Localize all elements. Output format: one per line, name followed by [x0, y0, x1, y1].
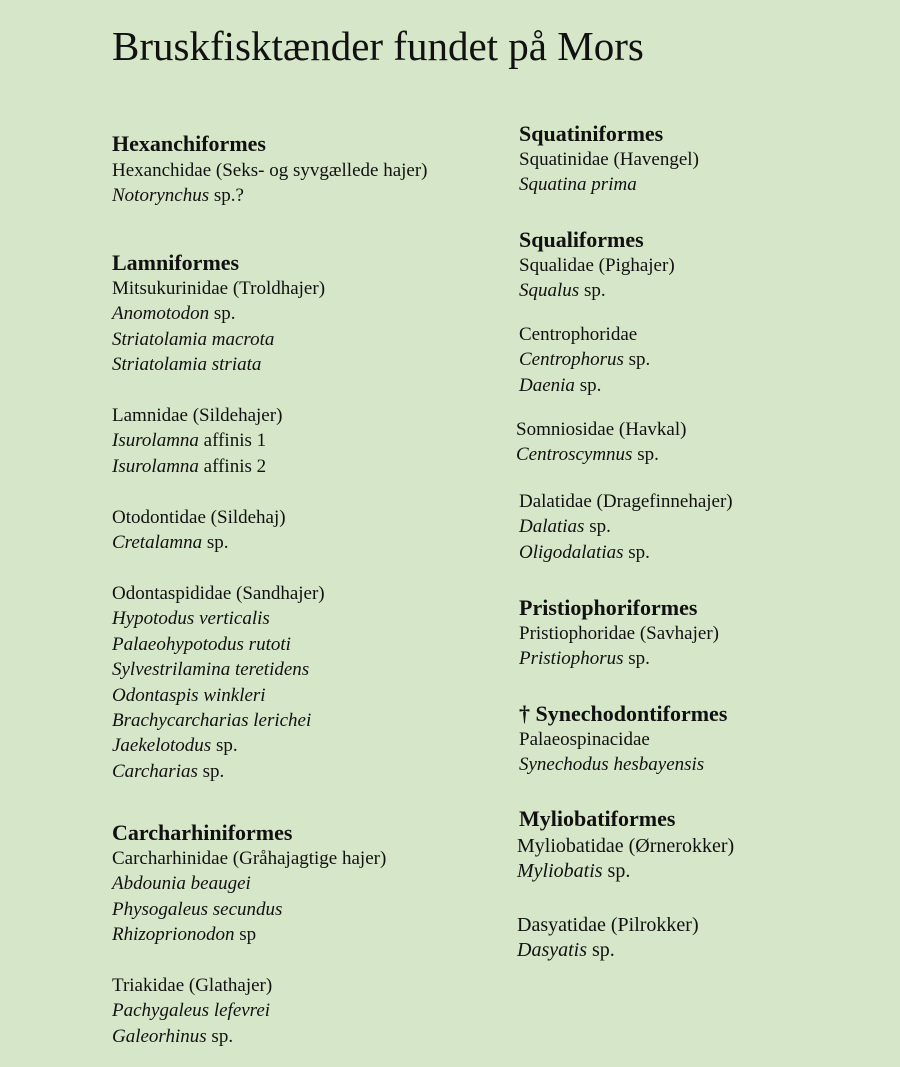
genus-name: Isurolamna — [112, 430, 199, 452]
family-name: Hexanchidae (Seks- og syvgællede hajer) — [112, 160, 428, 181]
species-line — [112, 1024, 272, 1049]
species-name: Odontaspis winkleri — [112, 684, 266, 706]
species-name: Hypotodus verticalis — [112, 608, 270, 630]
genus-name: Pristiophorus — [519, 648, 624, 670]
species-name: Abdounia beaugei — [112, 873, 251, 895]
species-name: Sylvestrilamina teretidens — [112, 659, 310, 681]
species-line — [112, 759, 325, 784]
order-heading-hexanchiformes: Hexanchiformes — [112, 131, 266, 156]
genus-name: Dalatias — [519, 516, 585, 538]
family-name: Palaeospinacidae — [519, 729, 650, 750]
family-block-carcharhinidae — [112, 846, 386, 948]
page-title: Bruskfisktænder fundet på Mors — [112, 23, 644, 69]
family-block-dalatidae — [519, 489, 733, 565]
species-suffix: sp. — [584, 516, 611, 538]
species-line — [519, 347, 650, 372]
genus-name: Anomotodon — [112, 303, 210, 325]
family-block-hexanchidae — [112, 158, 428, 209]
family-block-pristiophoridae — [519, 621, 719, 672]
family-block-squalidae — [519, 253, 675, 304]
family-name: Myliobatidae (Ørnerokker) — [517, 835, 735, 857]
family-name: Dalatidae (Dragefinnehajer) — [519, 491, 733, 512]
species-suffix: sp — [234, 924, 257, 946]
species-suffix: sp. — [202, 532, 229, 554]
order-heading-lamniformes: Lamniformes — [112, 250, 240, 275]
genus-name: Cretalamna — [112, 532, 203, 554]
genus-name: Galeorhinus — [112, 1025, 207, 1047]
genus-name: Squalus — [519, 280, 580, 302]
species-line — [112, 454, 282, 479]
family-block-palaeospinacidae — [519, 727, 704, 778]
family-block-mitsukurinidae — [112, 276, 325, 378]
genus-name: Centroscymnus — [516, 444, 633, 466]
species-line — [112, 183, 428, 208]
species-line — [112, 301, 325, 326]
order-heading-carcharhiniformes: Carcharhiniformes — [112, 820, 293, 845]
species-line — [519, 646, 719, 671]
species-suffix: sp. — [623, 541, 650, 563]
species-line — [519, 514, 733, 539]
family-block-lamnidae — [112, 403, 282, 479]
species-name: Brachycarcharias lerichei — [112, 710, 312, 732]
species-name: Squatina prima — [519, 174, 637, 196]
species-line — [112, 428, 282, 453]
species-line — [519, 278, 675, 303]
family-name: Mitsukurinidae (Troldhajer) — [112, 278, 326, 299]
genus-name: Daenia — [519, 374, 575, 396]
family-name: Squatinidae (Havengel) — [519, 149, 699, 170]
family-block-triakidae — [112, 973, 272, 1049]
species-name: Synechodus hesbayensis — [519, 754, 705, 776]
species-name: Striatolamia striata — [112, 354, 262, 376]
species-suffix: sp. — [574, 374, 602, 396]
species-suffix: sp. — [587, 939, 615, 962]
species-line — [517, 859, 734, 884]
family-block-odontaspididae — [112, 581, 325, 784]
family-name: Carcharhinidae (Gråhajagtige hajer) — [112, 848, 387, 869]
species-suffix: affinis 2 — [198, 455, 267, 477]
family-block-myliobatidae — [517, 834, 734, 885]
family-block-otodontidae — [112, 505, 286, 556]
genus-name: Carcharias — [112, 760, 198, 782]
family-name: Odontaspididae (Sandhajer) — [112, 583, 325, 604]
species-suffix: sp. — [579, 280, 606, 302]
family-block-dasyatidae — [517, 913, 699, 964]
species-line — [112, 733, 325, 758]
family-block-centrophoridae — [519, 322, 650, 398]
species-suffix: affinis 1 — [198, 430, 267, 452]
order-heading-squaliformes: Squaliformes — [519, 227, 644, 252]
species-line — [519, 540, 733, 565]
family-name: Squalidae (Pighajer) — [519, 255, 675, 276]
order-heading-squatiniformes: Squatiniformes — [519, 121, 664, 146]
genus-name: Rhizoprionodon — [112, 924, 235, 946]
species-suffix: sp.? — [209, 185, 244, 207]
species-line — [112, 922, 386, 947]
species-name: Pachygaleus lefevrei — [112, 1000, 271, 1022]
species-name: Striatolamia macrota — [112, 328, 275, 350]
family-name: Triakidae (Glathajer) — [112, 975, 273, 996]
genus-name: Oligodalatias — [519, 541, 624, 563]
genus-name: Jaekelotodus — [112, 735, 212, 757]
species-suffix: sp. — [206, 1025, 234, 1047]
genus-name: Isurolamna — [112, 455, 199, 477]
family-name: Dasyatidae (Pilrokker) — [517, 914, 699, 936]
genus-name: Dasyatis — [517, 939, 587, 962]
genus-name: Notorynchus — [112, 185, 210, 207]
species-suffix: sp. — [623, 648, 650, 670]
species-suffix: sp. — [632, 444, 659, 466]
species-suffix: sp. — [211, 735, 238, 757]
species-suffix: sp. — [209, 303, 236, 325]
species-line — [519, 373, 650, 398]
species-name: Palaeohypotodus rutoti — [112, 633, 291, 655]
species-suffix: sp. — [197, 760, 225, 782]
species-line — [112, 530, 286, 555]
order-heading-pristiophoriformes: Pristiophoriformes — [519, 595, 698, 620]
order-heading-myliobatiformes: Myliobatiformes — [519, 806, 676, 831]
genus-name: Centrophorus — [519, 349, 624, 371]
order-heading-synechodontiformes: † Synechodontiformes — [519, 701, 728, 726]
family-name: Centrophoridae — [519, 324, 638, 345]
family-name: Lamnidae (Sildehajer) — [112, 405, 283, 426]
species-line — [516, 442, 686, 467]
species-suffix: sp. — [602, 860, 631, 883]
family-block-somniosidae — [516, 417, 686, 468]
species-name: Physogaleus secundus — [112, 898, 283, 920]
family-name: Somniosidae (Havkal) — [516, 419, 687, 440]
species-line — [517, 938, 699, 963]
family-name: Pristiophoridae (Savhajer) — [519, 623, 719, 644]
genus-name: Myliobatis — [517, 860, 603, 883]
family-block-squatinidae — [519, 147, 699, 198]
species-suffix: sp. — [623, 349, 651, 371]
family-name: Otodontidae (Sildehaj) — [112, 507, 286, 528]
